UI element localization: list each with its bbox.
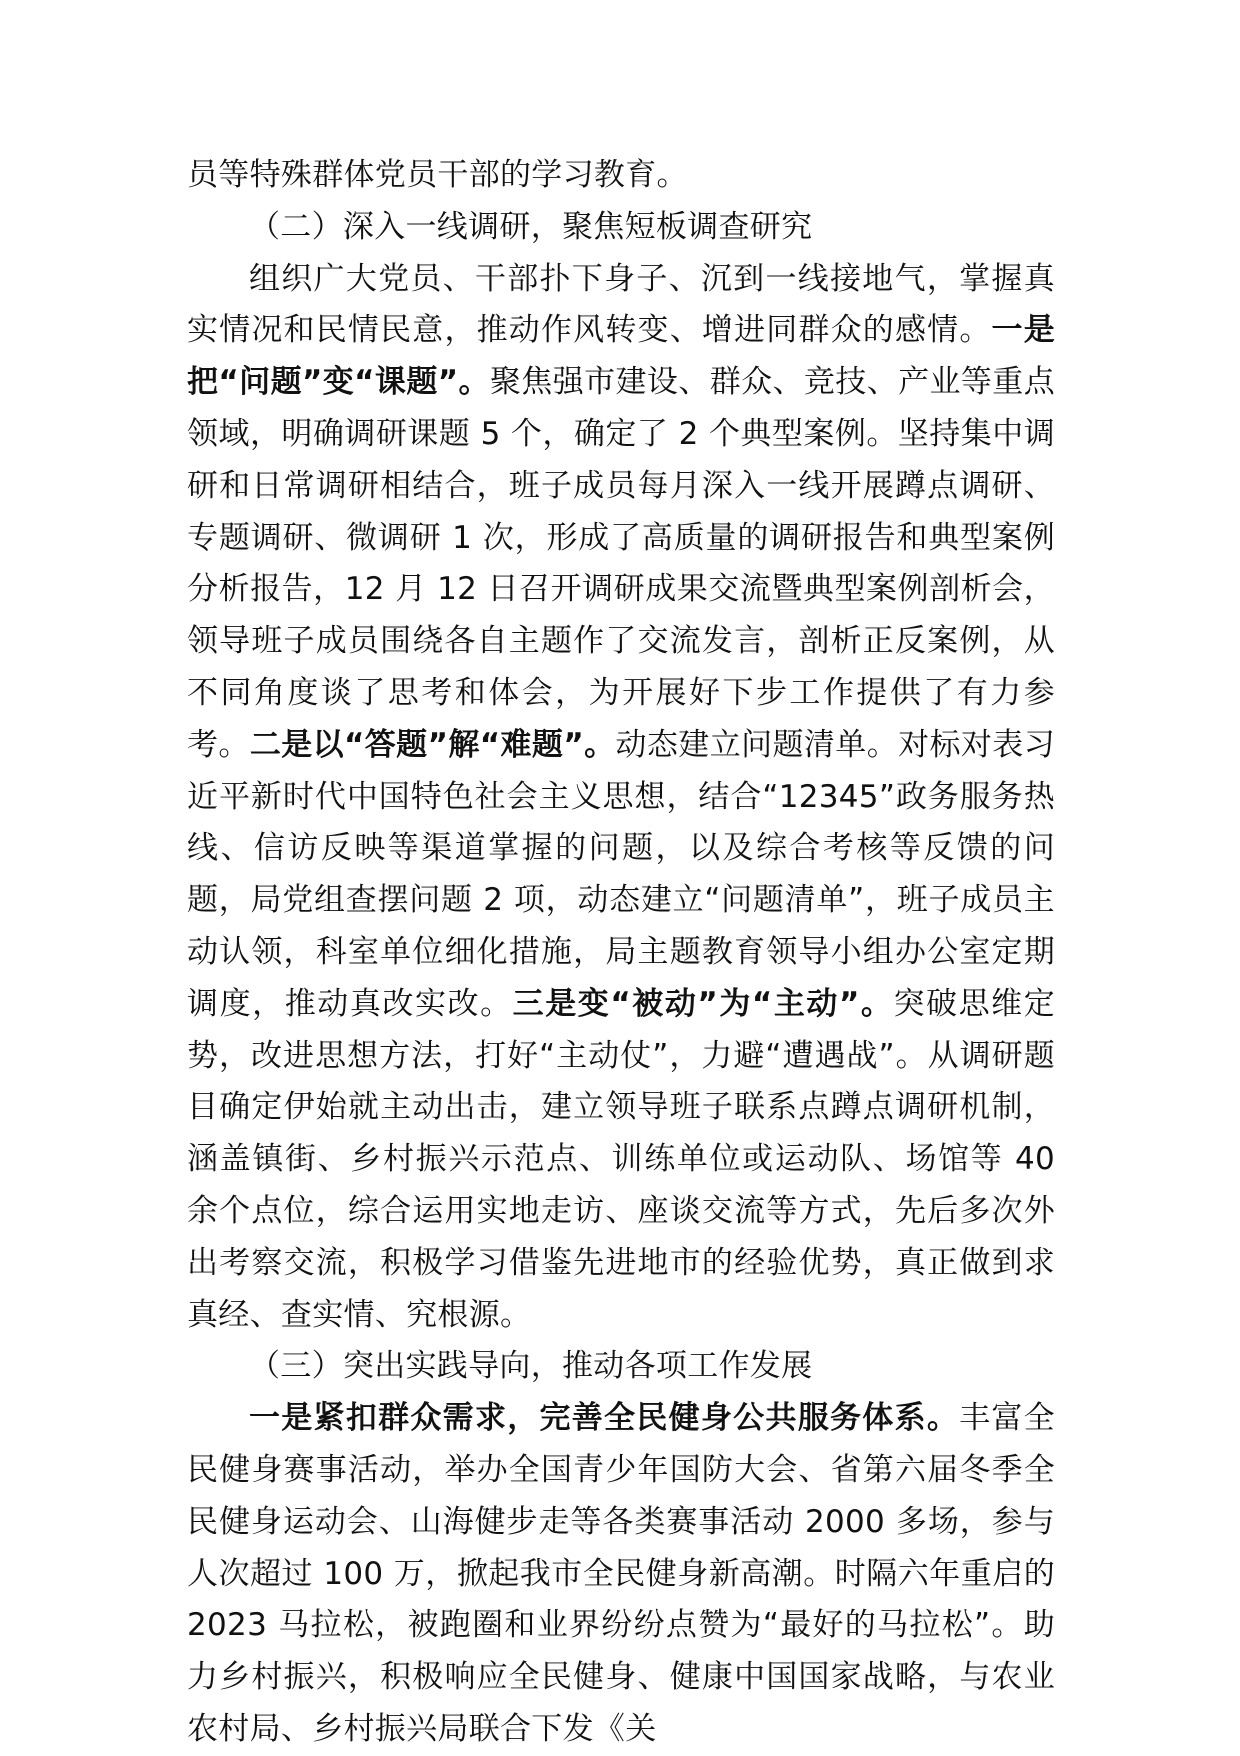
bold-point-1: 一是把“问题”变“课题”。	[187, 312, 1055, 401]
heading-text: （三）突出实践导向，推动各项工作发展	[249, 1348, 813, 1385]
paragraph-continuation	[187, 150, 1055, 202]
paragraph-practice	[187, 1393, 1055, 1756]
paragraph-research	[187, 254, 1055, 1342]
bold-point-2: 二是以“答题”解“难题”。	[249, 726, 616, 763]
heading-text: （二）深入一线调研，聚焦短板调查研究	[249, 208, 813, 245]
paragraph-text: 聚焦强市建设、群众、竞技、产业等重点领域，明确调研课题 5 个，确定了 2 个典型案例。坚持集中调研和日常调研相结合，班子成员每月深入一线开展蹲点调研、专题调研、微调研 1 次，形成了高质量的调研报告和典型案例分析报告，12 月 12 日召开调研成果交流暨典型案例剖析会，领导班子成员围绕各自主题作了交流发言，剖析正反案例，从不同角度谈了思考和体会，为开展好下步工作提供了有力参考。	[187, 364, 1056, 763]
bold-point-3: 三是变“被动”为“主动”。	[512, 985, 894, 1022]
section-heading-3	[187, 1341, 1055, 1393]
paragraph-text: 丰富全民健身赛事活动，举办全国青少年国防大会、省第六届冬季全民健身运动会、山海健步走等各类赛事活动 2000 多场，参与人次超过 100 万，掀起我市全民健身新高潮。时隔六年重启的 2023 马拉松，被跑圈和业界纷纷点赞为“最好的马拉松”。助力乡村振兴，积极响应全民健身、健康中国国家战略，与农业农村局、乡村振兴局联合下发《关	[187, 1400, 1055, 1747]
paragraph-text: 组织广大党员、干部扑下身子、沉到一线接地气，掌握真实情况和民情民意，推动作风转变、增进同群众的感情。	[187, 260, 1055, 349]
paragraph-text: 突破思维定势，改进思想方法，打好“主动仗”，力避“遭遇战”。从调研题目确定伊始就主动出击，建立领导班子联系点蹲点调研机制，涵盖镇街、乡村振兴示范点、训练单位或运动队、场馆等 40 余个点位，综合运用实地走访、座谈交流等方式，先后多次外出考察交流，积极学习借鉴先进地市的经验优势，真正做到求真经、查实情、究根源。	[187, 985, 1056, 1333]
paragraph-text: 动态建立问题清单。对标对表习近平新时代中国特色社会主义思想，结合“12345”政务服务热线、信访反映等渠道掌握的问题，以及综合考核等反馈的问题，局党组查摆问题 2 项，动态建立“问题清单”，班子成员主动认领，科室单位细化措施，局主题教育领导小组办公室定期调度，推动真改实改。	[187, 726, 1055, 1022]
section-heading-2	[187, 202, 1055, 254]
paragraph-text: 员等特殊群体党员干部的学习教育。	[187, 157, 688, 193]
document-body	[187, 150, 1055, 1756]
bold-point-1: 一是紧扣群众需求，完善全民健身公共服务体系。	[249, 1400, 960, 1437]
